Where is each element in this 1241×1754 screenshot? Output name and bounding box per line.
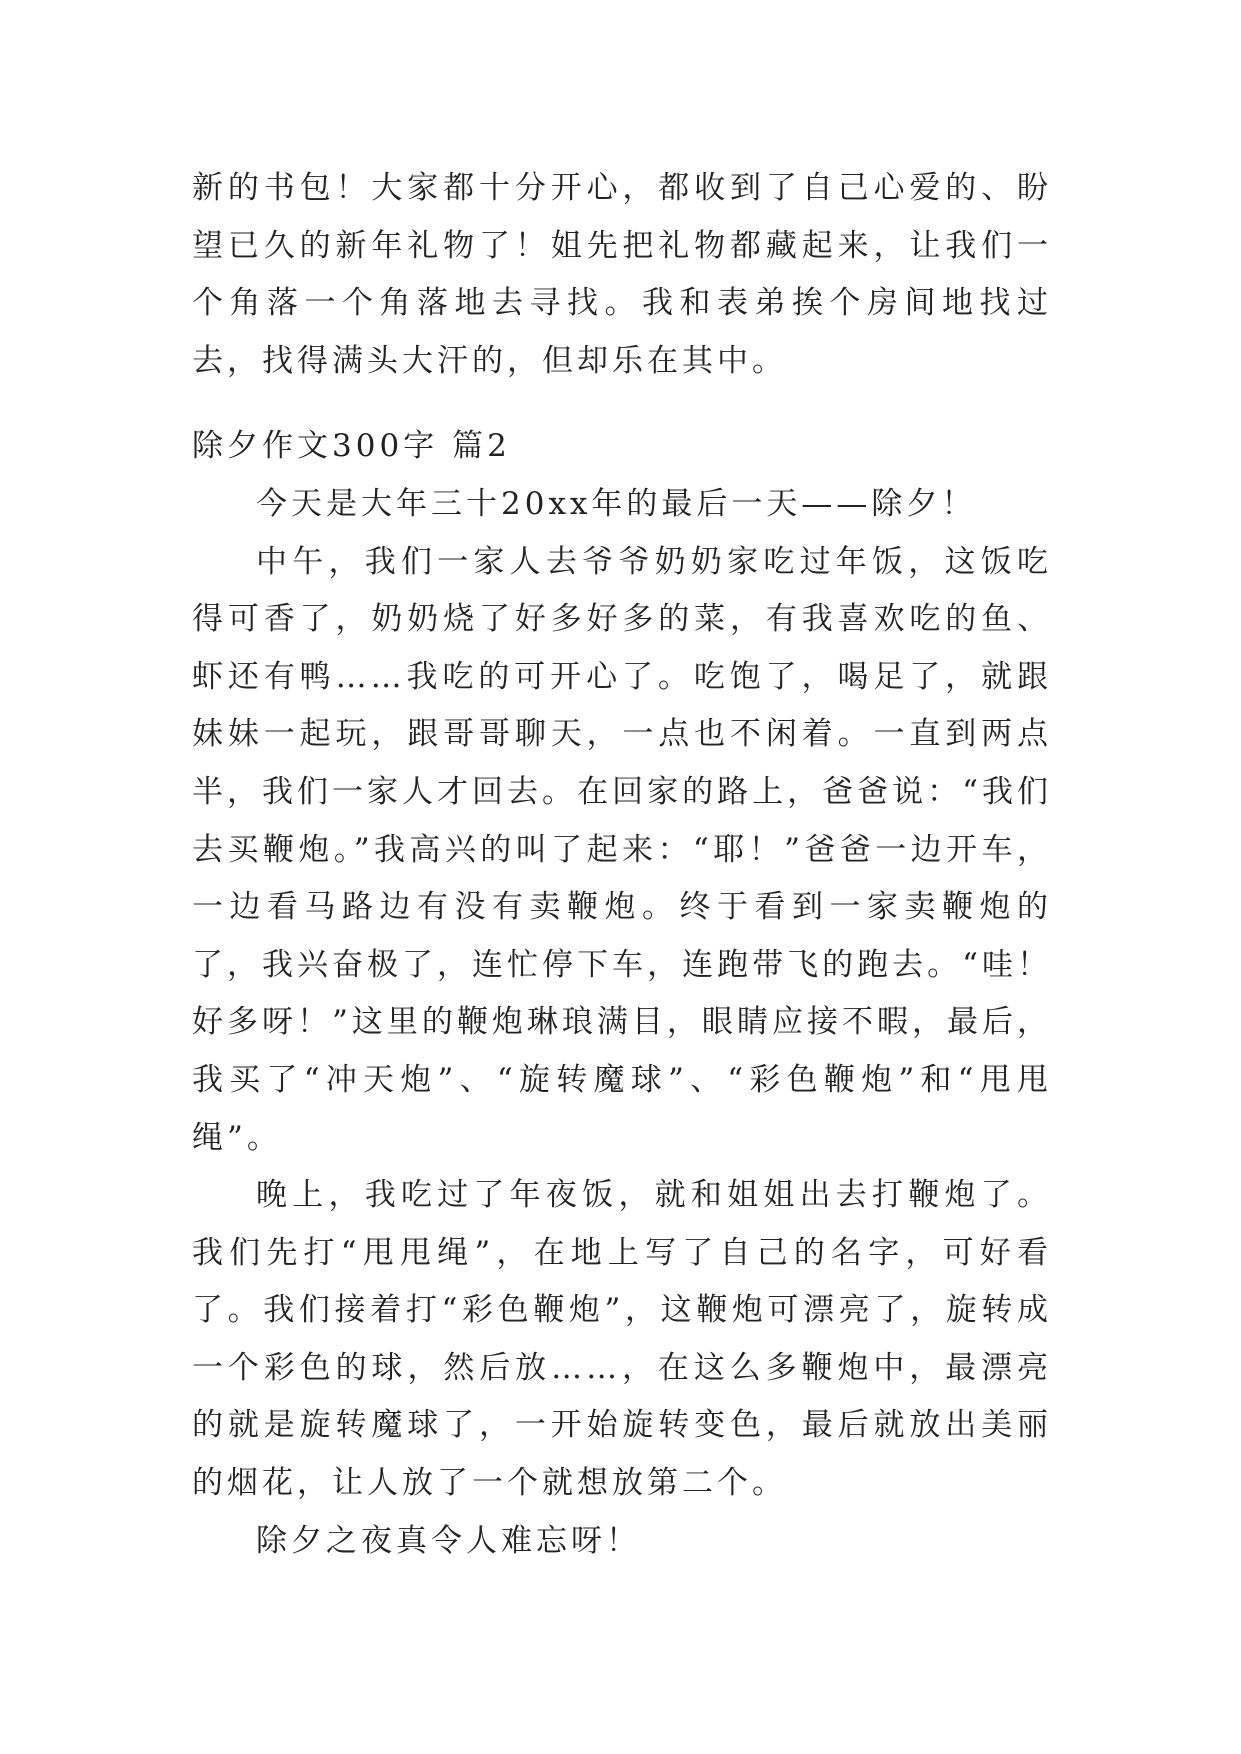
- paragraph-closing: 除夕之夜真令人难忘呀！: [256, 1522, 641, 1559]
- section-title: 除夕作文300字: [192, 428, 439, 465]
- document-body: [192, 160, 1052, 1570]
- section-heading: [192, 418, 1052, 476]
- section-number: 篇2: [452, 428, 511, 465]
- paragraph-evening: 晚上，我吃过了年夜饭，就和姐姐出去打鞭炮了。我们先打“甩甩绳”，在地上写了自己的名字，可好看了。我们接着打“彩色鞭炮”，这鞭炮可漂亮了，旋转成一个彩色的球，然后放……，在这么多鞭炮中，最漂亮的就是旋转魔球了，一开始旋转变色，最后就放出美丽的烟花，让人放了一个就想放第二个。: [192, 1177, 1052, 1502]
- paragraph-noon: 中午，我们一家人去爷爷奶奶家吃过年饭，这饭吃得可香了，奶奶烧了好多好多的菜，有我喜欢吃的鱼、虾还有鸭……我吃的可开心了。吃饱了，喝足了，就跟妹妹一起玩，跟哥哥聊天，一点也不闲着。一直到两点半，我们一家人才回去。在回家的路上，爸爸说：“我们去买鞭炮。”我高兴的叫了起来：“耶！”爸爸一边开车，一边看马路边有没有卖鞭炮。终于看到一家卖鞭炮的了，我兴奋极了，连忙停下车，连跑带飞的跑去。“哇！好多呀！”这里的鞭炮琳琅满目，眼睛应接不暇，最后，我买了“冲天炮”、“旋转魔球”、“彩色鞭炮”和“甩甩绳”。: [192, 543, 1052, 1156]
- continued-paragraph: 新的书包！大家都十分开心，都收到了自己心爱的、盼望已久的新年礼物了！姐先把礼物都藏起来，让我们一个角落一个角落地去寻找。我和表弟挨个房间地找过去，找得满头大汗的，但却乐在其中。: [192, 170, 1052, 379]
- paragraph-intro: 今天是大年三十20xx年的最后一天——除夕！: [256, 485, 977, 522]
